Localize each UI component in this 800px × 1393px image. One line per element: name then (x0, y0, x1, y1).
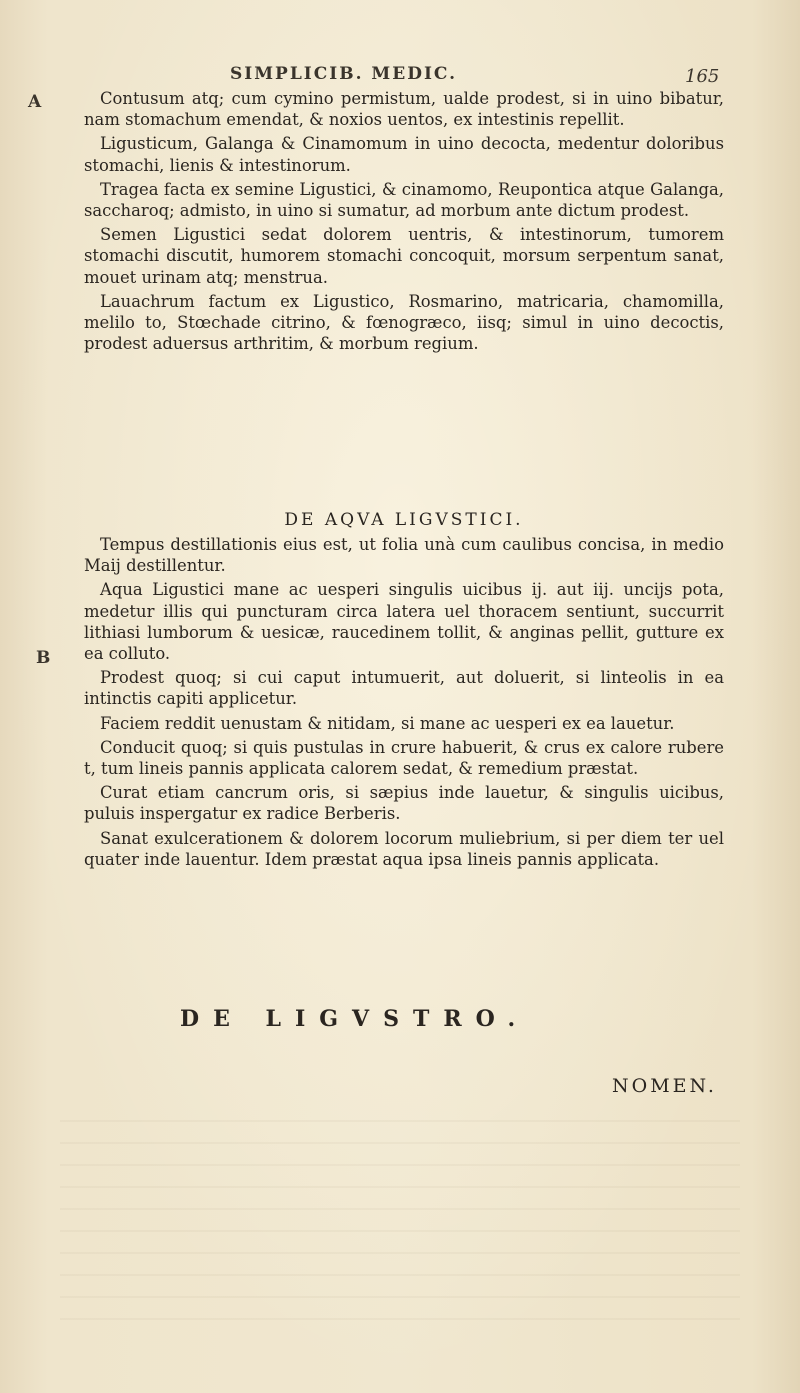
show-through-texture (60, 1120, 740, 1320)
paragraph: Curat etiam cancrum oris, si sæpius inde lauetur, & singulis uicibus, puluis inspergatur ex radice Berberis. (84, 783, 724, 824)
page-number: 165 (685, 66, 720, 87)
margin-letter-b: B (36, 648, 51, 668)
paragraph: Contusum atq; cum cymino permistum, ualde prodest, si in uino bibatur, nam stomachum emendat, & noxios uentos, ex intestinis repellit. (84, 89, 724, 130)
running-head: SIMPLICIB. MEDIC. (230, 64, 458, 84)
paragraph: Tempus destillationis eius est, ut folia unà cum caulibus concisa, in medio Maij destillentur. (84, 535, 724, 576)
ligusticum-text-block (84, 88, 724, 357)
paragraph: Tragea facta ex semine Ligustici, & cinamomo, Reupontica atque Galanga, saccharoq; admisto, in uino si sumatur, ad morbum ante dictum prodest. (84, 179, 724, 221)
paragraph: Semen Ligustici sedat dolorem uentris, & intestinorum, tumorem stomachi discutit, humorem stomachi concoquit, morsum serpentum sanat, mouet urinam atq; menstrua. (84, 225, 724, 287)
paragraph: Aqua Ligustici mane ac uesperi singulis uicibus ij. aut iij. uncijs pota, medetur illis qui puncturam circa latera uel thoracem sentiunt, succurrit lithiasi lumborum & uesicæ, raucedinem tollit, & anginas pellit, gutture ex ea colluto. (84, 580, 724, 664)
paragraph: Prodest quoq; si cui caput intumuerit, aut doluerit, si linteolis in ea intinctis capiti applicetur. (84, 668, 724, 709)
paragraph: Lauachrum factum ex Ligustico, Rosmarino, matricaria, chamomilla, melilo to, Stœchade citrino, & fœnogræco, iisq; simul in uino decoctis, prodest aduersus arthritim, & morbum regium. (84, 291, 724, 354)
paragraph: Faciem reddit uenustam & nitidam, si mane ac uesperi ex ea lauetur. (100, 713, 675, 733)
aqua-ligustici-text-block (84, 534, 724, 873)
paragraph: Conducit quoq; si quis pustulas in crure habuerit, & crus ex calore rubere t, tum lineis pannis applicata calorem sedat, & remedium præstat. (84, 737, 724, 779)
paragraph: Ligusticum, Galanga & Cinamomum in uino decocta, medentur doloribus stomachi, lienis & intestinorum. (84, 134, 724, 175)
section-heading-aqua-ligustici: DE AQVA LIGVSTICI. (284, 510, 524, 530)
section-heading-de-ligustro: DE LIGVSTRO. (180, 1006, 530, 1032)
margin-letter-a: A (28, 92, 42, 112)
catchword: NOMEN. (612, 1075, 717, 1097)
paragraph: Sanat exulcerationem & dolorem locorum muliebrium, si per diem ter uel quater inde lauentur. Idem præstat aqua ipsa lineis pannis applicata. (84, 828, 724, 869)
